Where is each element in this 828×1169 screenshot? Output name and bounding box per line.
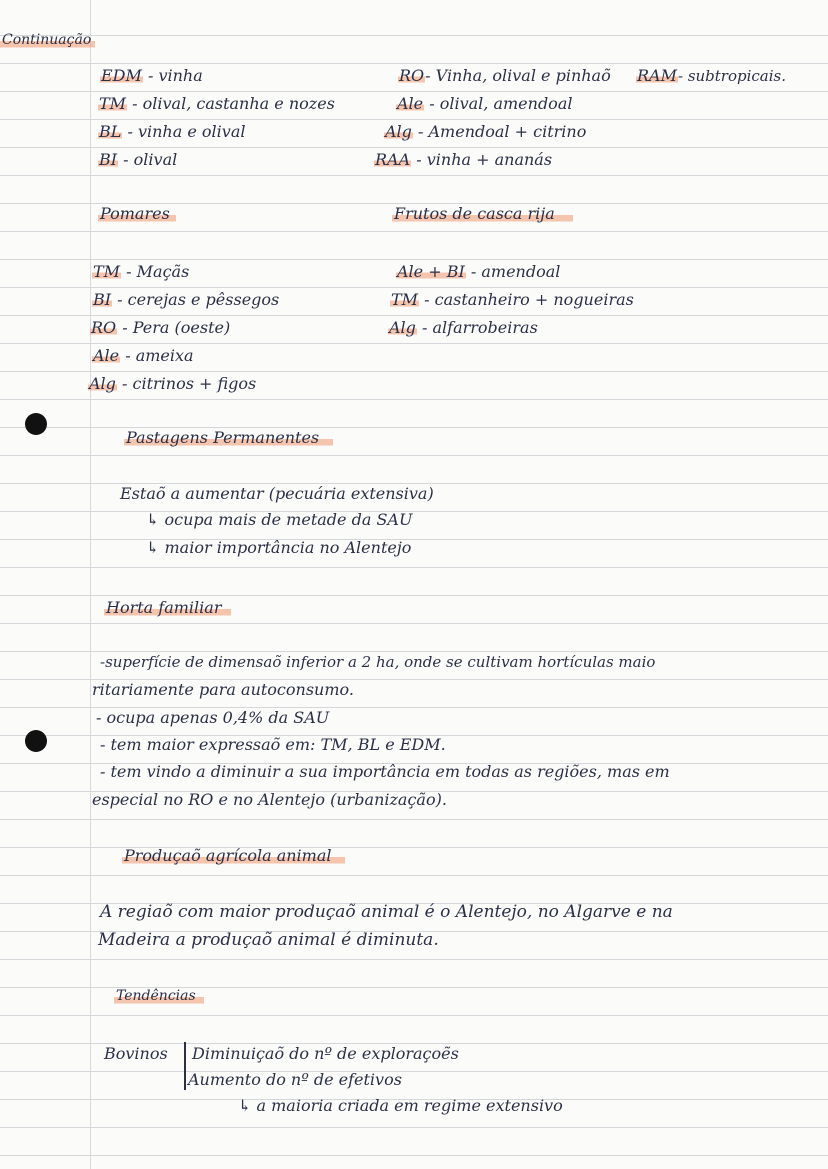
region-line (98, 122, 245, 142)
region-code: Ale (397, 94, 424, 113)
binder-hole (25, 730, 47, 752)
region-code: TM (93, 262, 121, 281)
list-item-text: - amendoal (465, 262, 561, 281)
region-line (98, 94, 335, 114)
page-header: Continuação (0, 30, 95, 50)
list-item-text: - Pera (oeste) (117, 318, 231, 337)
region-code: EDM (101, 66, 142, 85)
region-line (100, 66, 203, 86)
region-code: TM (391, 290, 419, 309)
section-heading-pomares: Pomares (98, 204, 176, 224)
horta-text: - tem maior expressaõ em: TM, BL e EDM. (100, 735, 446, 754)
region-code: RAA (375, 150, 411, 169)
pastagens-text: ↳ maior importância no Alentejo (146, 538, 412, 557)
region-code: TM (99, 94, 127, 113)
tendencias-text: Aumento do nº de efetivos (188, 1070, 402, 1089)
region-text: - vinha (142, 66, 203, 85)
pastagens-text: ↳ ocupa mais de metade da SAU (146, 510, 413, 529)
region-code: RO (91, 318, 117, 337)
region-text: - olival (118, 150, 178, 169)
section-heading-frutos: Frutos de casca rija (392, 204, 573, 224)
tendencias-text: ↳ a maioria criada em regime extensivo (238, 1096, 563, 1115)
region-line (398, 66, 611, 86)
region-code: Ale (93, 346, 120, 365)
bracket-line (184, 1042, 186, 1090)
tendencias-text: Diminuiçaõ do nº de exploraçoẽs (192, 1044, 459, 1063)
region-code: BI (99, 150, 118, 169)
binder-hole (25, 413, 47, 435)
producao-text: Madeira a produçaõ animal é diminuta. (98, 930, 439, 950)
region-line (98, 150, 177, 170)
region-code: BI (93, 290, 112, 309)
region-code: Alg (89, 374, 116, 393)
list-item-text: - citrinos + figos (116, 374, 257, 393)
list-item (92, 262, 189, 282)
horta-text: - tem vindo a diminuir a sua importância em todas as regiões, mas em (100, 762, 670, 781)
list-item-text: - castanheiro + nogueiras (419, 290, 634, 309)
region-line (636, 66, 786, 86)
region-code: Alg (389, 318, 416, 337)
section-heading-tendencias: Tendências (114, 986, 204, 1006)
horta-text: - ocupa apenas 0,4% da SAU (96, 708, 330, 727)
region-text: - Amendoal + citrino (412, 122, 587, 141)
list-item (92, 290, 279, 310)
horta-text: especial no RO e no Alentejo (urbanização). (92, 790, 447, 809)
region-text: - vinha + ananás (411, 150, 553, 169)
region-code: BL (99, 122, 122, 141)
region-line (396, 94, 572, 114)
tendencias-label: Bovinos (104, 1044, 168, 1063)
list-item-text: - ameixa (120, 346, 194, 365)
region-text: - subtropicais. (677, 67, 787, 85)
region-code: RO (399, 66, 425, 85)
pastagens-text: Estaõ a aumentar (pecuária extensiva) (120, 484, 434, 503)
list-item (388, 318, 538, 338)
region-text: - vinha e olival (122, 122, 246, 141)
list-item (390, 290, 634, 310)
section-heading-pastagens: Pastagens Permanentes (124, 428, 333, 448)
producao-text: A regiaõ com maior produçaõ animal é o Alentejo, no Algarve e na (100, 902, 673, 922)
list-item (88, 374, 256, 394)
region-text: - olival, castanha e nozes (127, 94, 335, 113)
region-code: Ale + BI (397, 262, 465, 281)
list-item-text: - Maçãs (121, 262, 190, 281)
list-item (90, 318, 230, 338)
region-code: Alg (385, 122, 412, 141)
region-text: - olival, amendoal (424, 94, 573, 113)
section-heading-horta: Horta familiar (104, 598, 231, 618)
region-code: RAM (637, 66, 677, 85)
region-line (374, 150, 552, 170)
list-item-text: - cerejas e pêssegos (112, 290, 280, 309)
list-item (396, 262, 560, 282)
list-item-text: - alfarrobeiras (416, 318, 538, 337)
horta-text: ritariamente para autoconsumo. (92, 680, 354, 699)
margin-line (90, 0, 91, 1169)
region-text: - Vinha, olival e pinhaõ (425, 66, 611, 85)
horta-text: -superfície de dimensaõ inferior a 2 ha, onde se cultivam hortículas maio (100, 653, 656, 671)
list-item (92, 346, 194, 366)
region-line (384, 122, 586, 142)
section-heading-producao: Produçaõ agrícola animal (122, 846, 345, 866)
